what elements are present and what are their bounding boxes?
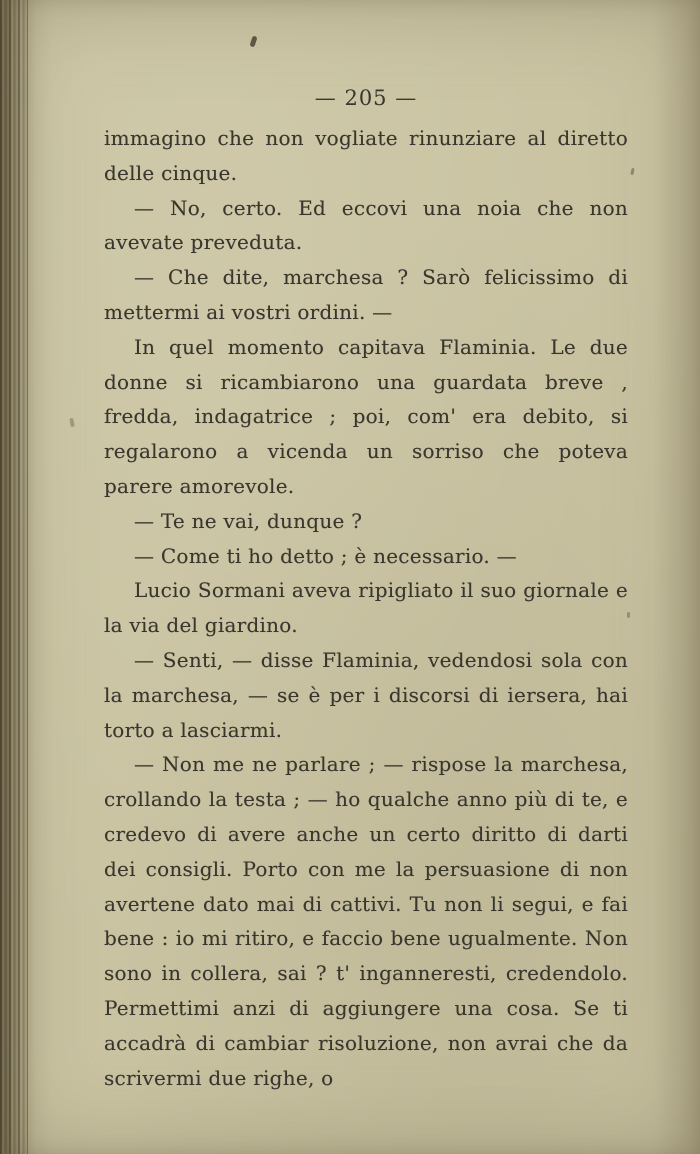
page-text-block [104, 121, 628, 1095]
paragraph: — No, certo. Ed eccovi una noia che non avevate preveduta. [104, 195, 628, 255]
paragraph: Lucio Sormani aveva ripigliato il suo giornale e la via del giardino. [104, 578, 628, 638]
paragraph: — Senti, — disse Flaminia, vedendosi sola con la marchesa, — se è per i discorsi di iersera, hai torto a lasciarmi. [104, 647, 628, 742]
paragraph: — Te ne vai, dunque ? [134, 508, 363, 533]
ink-speck [630, 168, 634, 175]
paragraph: — Come ti ho detto ; è necessario. — [134, 543, 517, 568]
paragraph: immagino che non vogliate rinunziare al diretto delle cinque. [104, 126, 628, 185]
ink-speck [69, 418, 75, 428]
ink-speck [249, 35, 257, 47]
paragraph: — Non me ne parlare ; — rispose la marchesa, crollando la testa ; — ho qualche anno più di te, e credevo di avere anche un certo diritto di darti dei consigli. Porto con me la persuasione di non avertene dato mai di cattivi. Tu non li segui, e fai bene : io mi ritiro, e faccio bene ugualmente. Non sono in collera, sai ? t' inganneresti, credendolo. Permettimi anzi di aggiungere una cosa. Se ti accadrà di cambiar risoluzione, non avrai che da scrivermi due righe, o [104, 752, 628, 1090]
right-page-shading [654, 0, 700, 1154]
paragraph: In quel momento capitava Flaminia. Le due donne si ricambiarono una guardata breve , fredda, indagatrice ; poi, com' era debito, si regalarono a vicenda un sorriso che poteva parere amorevole. [104, 334, 628, 498]
page-number: — 205 — [314, 86, 418, 110]
paragraph: — Che dite, marchesa ? Sarò felicissimo di mettermi ai vostri ordini. — [104, 265, 628, 324]
page-stack-streaks [0, 0, 28, 1154]
